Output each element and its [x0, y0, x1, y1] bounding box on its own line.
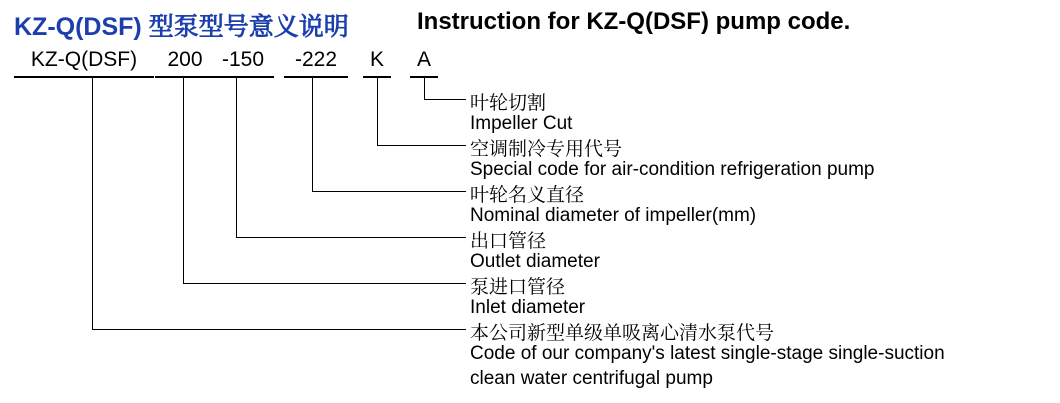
annotation-label-cn-special-code: 空调制冷专用代号 — [470, 139, 623, 160]
leader-vline-impeller-cut — [424, 78, 425, 100]
page-title-en: Instruction for KZ-Q(DSF) pump code. — [417, 8, 851, 35]
leader-hline-impeller-cut — [424, 99, 466, 100]
code-underline-outlet — [212, 76, 274, 78]
code-segment-impeller-diameter: -222 — [294, 48, 338, 71]
leader-hline-company-code — [92, 329, 466, 330]
code-segment-series: KZ-Q(DSF) — [30, 48, 138, 71]
annotation-label-en-inlet-diameter: Inlet diameter — [470, 297, 586, 318]
leader-vline-outlet-diameter — [236, 78, 237, 238]
annotation-label-cn-impeller-diameter: 叶轮名义直径 — [470, 185, 585, 206]
code-underline-series — [14, 76, 154, 78]
code-segment-inlet: 200 — [167, 48, 203, 71]
code-segment-impeller-cut: A — [416, 48, 431, 71]
leader-hline-special-code — [377, 145, 466, 146]
leader-vline-impeller-diameter — [312, 78, 313, 192]
leader-hline-impeller-diameter — [312, 191, 466, 192]
code-segment-special: K — [369, 48, 384, 71]
annotation-label-en-outlet-diameter: Outlet diameter — [470, 251, 600, 272]
annotation-label-en-company-code-line2: clean water centrifugal pump — [470, 368, 713, 389]
annotation-label-en-special-code: Special code for air-condition refrigeration pump — [470, 159, 875, 180]
annotation-label-cn-company-code: 本公司新型单级单吸离心清水泵代号 — [470, 323, 775, 344]
annotation-label-cn-outlet-diameter: 出口管径 — [470, 231, 547, 252]
leader-vline-company-code — [92, 78, 93, 330]
annotation-label-en-company-code-line1: Code of our company's latest single-stage single-suction — [470, 343, 945, 364]
leader-vline-special-code — [377, 78, 378, 146]
page-title-cn: KZ-Q(DSF) 型泵型号意义说明 — [14, 13, 349, 41]
leader-vline-inlet-diameter — [183, 78, 184, 284]
leader-hline-inlet-diameter — [183, 283, 466, 284]
annotation-label-cn-inlet-diameter: 泵进口管径 — [470, 277, 566, 298]
code-underline-inlet — [155, 76, 215, 78]
annotation-label-en-impeller-diameter: Nominal diameter of impeller(mm) — [470, 205, 757, 226]
code-segment-outlet: -150 — [221, 48, 265, 71]
leader-hline-outlet-diameter — [236, 237, 466, 238]
annotation-label-en-impeller-cut: Impeller Cut — [470, 113, 573, 134]
annotation-label-cn-impeller-cut: 叶轮切割 — [470, 93, 547, 114]
code-underline-impeller-diameter — [284, 76, 348, 78]
